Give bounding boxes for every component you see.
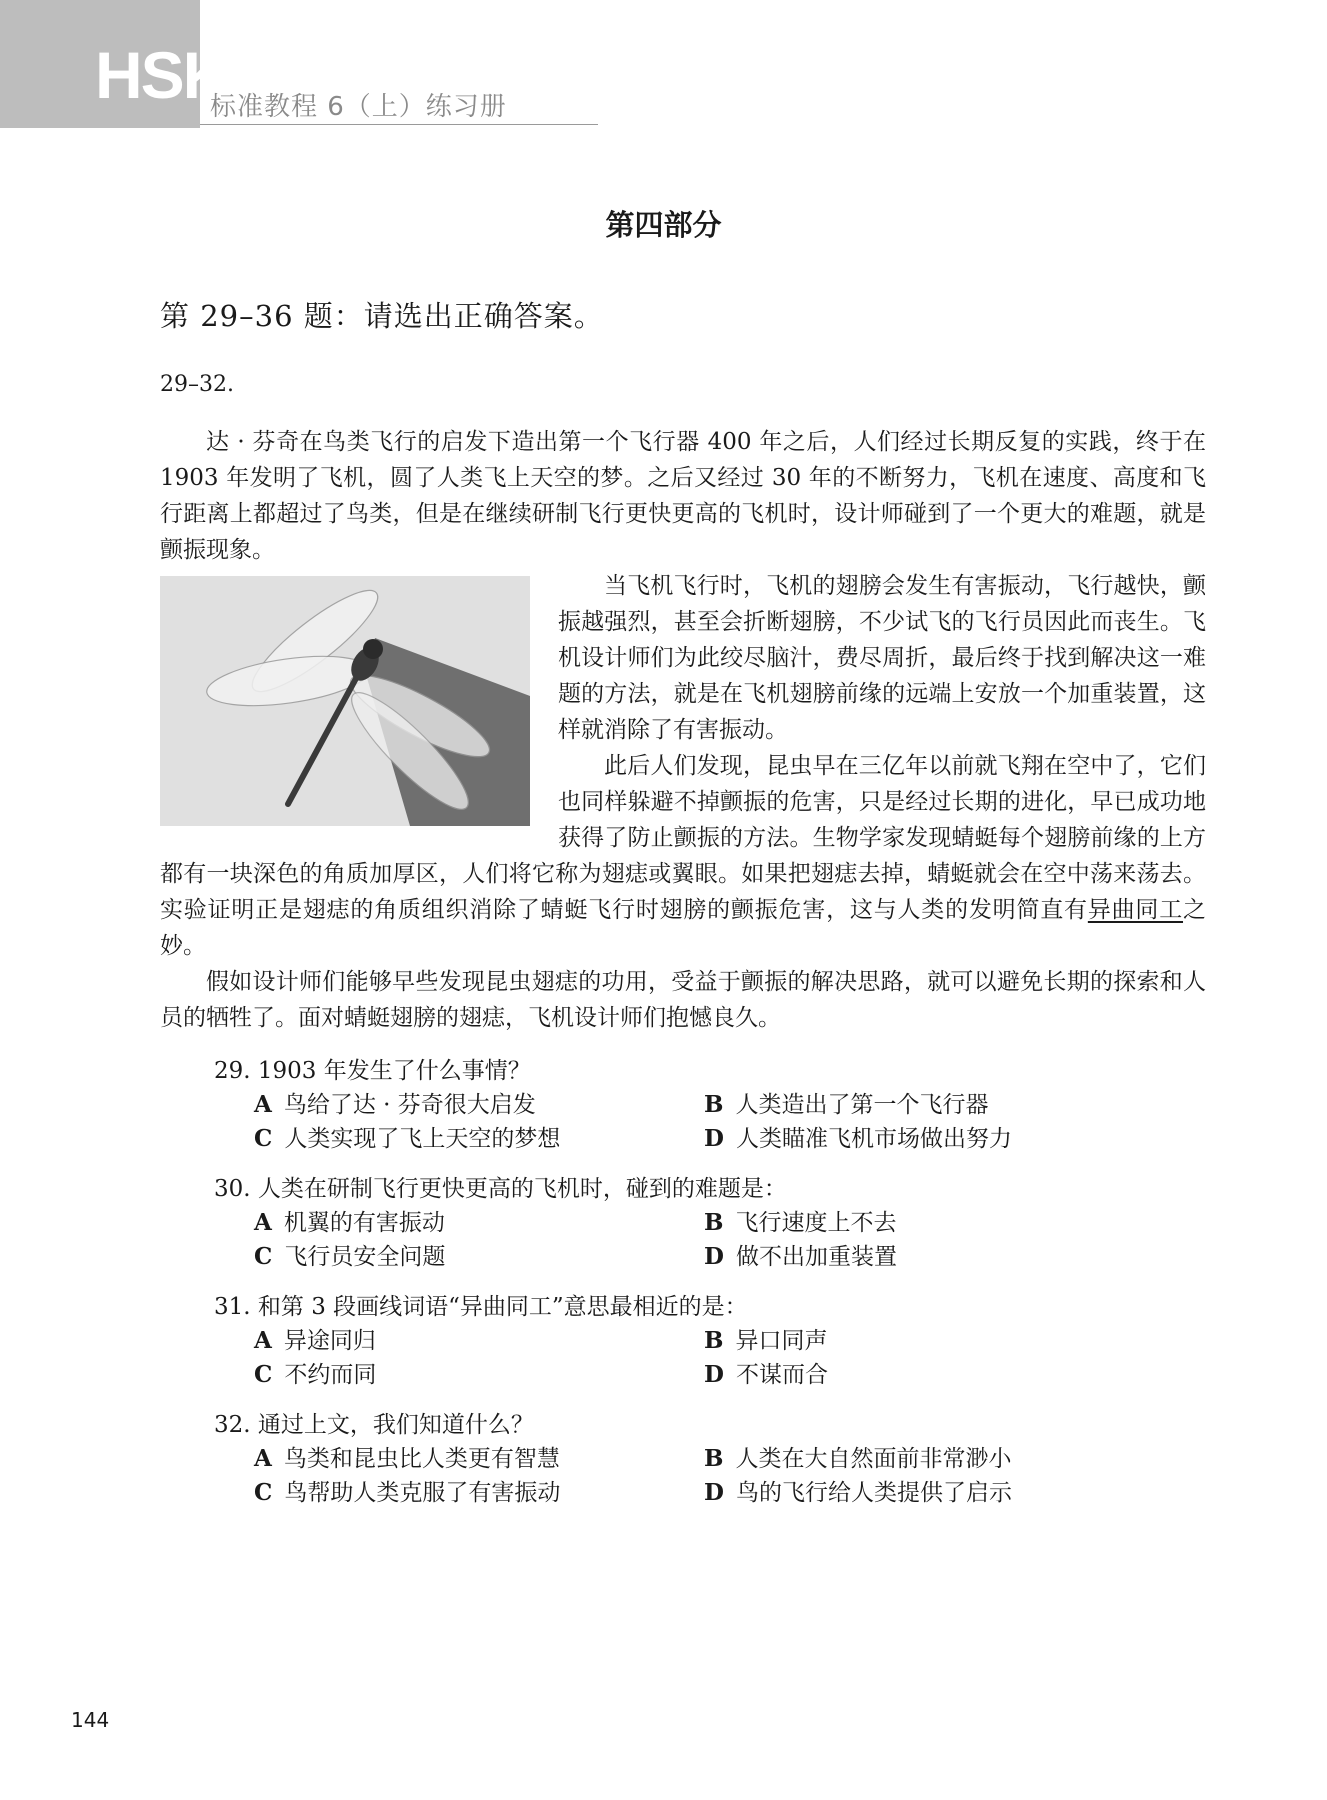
question-31	[214, 1290, 1114, 1392]
option-b[interactable]: B 异口同声	[704, 1327, 828, 1354]
dragonfly-photo	[160, 576, 530, 826]
option-d[interactable]: D 不谋而合	[704, 1361, 828, 1388]
option-a[interactable]: A 鸟给了达 · 芬奇很大启发	[254, 1091, 536, 1118]
underlined-phrase: 异曲同工	[1087, 897, 1184, 923]
question-range: 29–32.	[160, 372, 234, 397]
questions-list	[214, 1054, 1114, 1526]
paragraph-1: 达 · 芬奇在鸟类飞行的启发下造出第一个飞行器 400 年之后，人们经过长期反复的实践，终于在 1903 年发明了飞机，圆了人类飞上天空的梦。之后又经过 30 年的不断努力，飞机在速度、高度和飞行距离上都超过了鸟类，但是在继续研制飞行更快更高的飞机时，设计师碰到了一个更大的难题，就是颤振现象。	[160, 429, 1206, 563]
book-title: 标准教程 6（上）练习册	[210, 92, 507, 122]
option-d[interactable]: D 鸟的飞行给人类提供了启示	[704, 1479, 1012, 1506]
instructions: 第 29–36 题：请选出正确答案。	[160, 299, 604, 333]
option-a[interactable]: A 鸟类和昆虫比人类更有智慧	[254, 1445, 560, 1472]
question-30	[214, 1172, 1114, 1274]
paragraph-4: 假如设计师们能够早些发现昆虫翅痣的功用，受益于颤振的解决思路，就可以避免长期的探索和人员的牺牲了。面对蜻蜓翅膀的翅痣，飞机设计师们抱憾良久。	[160, 969, 1206, 1031]
dragonfly-icon	[160, 576, 530, 826]
question-32	[214, 1408, 1114, 1510]
option-b[interactable]: B 人类造出了第一个飞行器	[704, 1091, 989, 1118]
option-b[interactable]: B 飞行速度上不去	[704, 1209, 897, 1236]
question-stem: 31. 和第 3 段画线词语“异曲同工”意思最相近的是：	[214, 1294, 748, 1320]
option-c[interactable]: C 飞行员安全问题	[254, 1243, 446, 1270]
option-b[interactable]: B 人类在大自然面前非常渺小	[704, 1445, 1012, 1472]
page-number: 144	[71, 1708, 110, 1732]
option-c[interactable]: C 人类实现了飞上天空的梦想	[254, 1125, 561, 1152]
option-c[interactable]: C 不约而同	[254, 1361, 377, 1388]
paragraph-2-text: 当飞机飞行时，飞机的翅膀会发生有害振动，飞行越快，颤振越强烈，甚至会折断翅膀，不少试飞的飞行员因此而丧生。飞机设计师们为此绞尽脑汁，费尽周折，最后终于找到解决这一难题的方法，就是在飞机翅膀前缘的远端上安放一个加重装置，这样就消除了有害振动。	[558, 573, 1206, 743]
option-d[interactable]: D 做不出加重装置	[704, 1243, 897, 1270]
reading-passage	[160, 424, 1206, 1036]
option-d[interactable]: D 人类瞄准飞机市场做出努力	[704, 1125, 1012, 1152]
question-stem: 32. 通过上文，我们知道什么？	[214, 1412, 534, 1438]
section-title: 第四部分	[605, 208, 722, 242]
paragraph-3: 此后人们发现，昆虫早在三亿年以前就飞翔在空中了，它们也同样躲避不掉颤振的危害，只是经过长期的进化，早已成功地获得了防止颤振的方法。生物学家发现蜻蜓每个翅膀前缘的上方都有一块深色的角质加厚区，人们将它称为翅痣或翼眼。如果把翅痣去掉，蜻蜓就会在空中荡来荡去。实验证明正是翅痣的角质组织消除了蜻蜓飞行时翅膀的颤振危害，这与人类的发明简直有异曲同工之妙。	[160, 753, 1207, 959]
option-a[interactable]: A 异途同归	[254, 1327, 376, 1354]
option-a[interactable]: A 机翼的有害振动	[254, 1209, 445, 1236]
hsk-logo: HSK	[95, 38, 229, 112]
question-stem: 30. 人类在研制飞行更快更高的飞机时，碰到的难题是：	[214, 1176, 787, 1202]
paragraph-2	[160, 568, 1206, 748]
question-29	[214, 1054, 1114, 1156]
header-divider	[200, 124, 598, 125]
question-stem: 29. 1903 年发生了什么事情？	[214, 1058, 531, 1084]
option-c[interactable]: C 鸟帮助人类克服了有害振动	[254, 1479, 561, 1506]
